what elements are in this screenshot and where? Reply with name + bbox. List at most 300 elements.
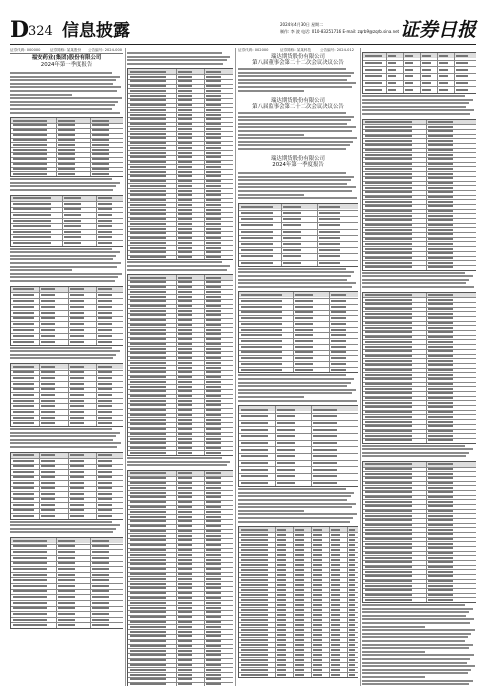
table-cell — [13, 300, 34, 302]
table-cell — [206, 310, 221, 312]
text-line — [238, 90, 304, 92]
text-line — [362, 615, 466, 617]
table-row-rule — [239, 253, 358, 254]
table-cell — [130, 516, 166, 518]
table-cell — [13, 383, 34, 385]
text-line — [10, 357, 113, 359]
table-cell — [241, 664, 268, 666]
table-cell — [365, 538, 412, 540]
table-cell — [365, 378, 412, 380]
table-cell — [13, 153, 47, 155]
table-cell — [130, 152, 166, 154]
table-cell — [241, 415, 268, 417]
table-cell — [365, 62, 382, 64]
text-line — [238, 499, 347, 501]
table-cell — [206, 414, 221, 416]
table-cell — [178, 549, 192, 551]
table-cell — [241, 544, 268, 546]
table-cell — [277, 619, 286, 621]
table-cell — [92, 613, 109, 615]
table-cell — [206, 511, 221, 513]
table-cell — [428, 168, 454, 170]
text-line — [362, 654, 474, 656]
table-col-rule — [96, 196, 97, 246]
table-col-rule — [317, 204, 318, 266]
table-cell — [331, 317, 346, 319]
table-cell — [206, 76, 221, 78]
table-cell — [365, 575, 412, 577]
table-col-rule — [275, 527, 276, 677]
table-cell — [241, 549, 268, 551]
table-col-rule — [39, 364, 40, 426]
table-cell — [365, 529, 412, 531]
table-cell — [130, 85, 166, 87]
table-cell — [206, 333, 221, 335]
table-cell — [206, 133, 221, 135]
table-cell — [206, 324, 221, 326]
table-row-rule — [239, 332, 358, 333]
table-cell — [178, 324, 192, 326]
table-cell — [13, 509, 34, 511]
table-cell — [241, 644, 268, 646]
table-cell — [428, 406, 454, 408]
table-cell — [98, 493, 112, 495]
table-cell — [130, 300, 166, 302]
table-cell — [130, 180, 166, 182]
table-row-rule — [239, 453, 358, 454]
table-cell — [365, 487, 412, 489]
table-cell — [365, 158, 412, 160]
table-cell — [428, 299, 454, 301]
table-cell — [92, 602, 109, 604]
table-cell — [70, 383, 84, 385]
table-cell — [178, 319, 192, 321]
table-cell — [241, 529, 268, 531]
table-cell — [241, 669, 268, 671]
table-cell — [130, 314, 166, 316]
table-cell — [331, 589, 340, 591]
table-cell — [206, 404, 221, 406]
table-cell — [178, 678, 192, 680]
text-line — [238, 126, 356, 128]
text-line — [10, 354, 116, 356]
table-cell — [178, 602, 192, 604]
table-cell — [365, 496, 412, 498]
table-cell — [365, 571, 412, 573]
table-cell — [13, 306, 34, 308]
table-cell — [98, 306, 112, 308]
table-cell — [206, 602, 221, 604]
column-divider — [360, 48, 361, 686]
table-cell — [313, 455, 337, 457]
table-cell — [13, 471, 34, 473]
table-cell — [70, 482, 84, 484]
text-line — [127, 457, 222, 459]
table-cell — [241, 249, 273, 251]
table-col-rule — [347, 527, 348, 677]
table-cell — [428, 402, 454, 404]
table-cell — [178, 419, 192, 421]
table-cell — [206, 338, 221, 340]
table-cell — [428, 294, 454, 296]
table-cell — [365, 144, 412, 146]
table-cell — [349, 574, 355, 576]
text-line — [10, 86, 121, 88]
table-cell — [130, 587, 166, 589]
table-cell — [349, 609, 355, 611]
table-cell — [428, 158, 454, 160]
table-cell — [365, 519, 412, 521]
table-cell — [13, 613, 47, 615]
table-cell — [206, 85, 221, 87]
notice-title: 第八届监事会第二十二次会议决议公告 — [252, 104, 344, 110]
table-cell — [206, 371, 221, 373]
table-cell — [13, 515, 34, 517]
table-cell — [206, 296, 221, 298]
table-cell — [365, 257, 412, 259]
data-table — [10, 363, 123, 427]
table-cell — [206, 305, 221, 307]
table-cell — [428, 350, 454, 352]
table-cell — [241, 619, 268, 621]
table-cell — [295, 584, 304, 586]
table-cell — [92, 144, 109, 146]
text-line — [10, 97, 122, 99]
table-cell — [206, 428, 221, 430]
table-cell — [241, 629, 268, 631]
table-cell — [178, 171, 192, 173]
table-cell — [283, 255, 301, 257]
table-cell — [92, 545, 109, 547]
table-cell — [13, 371, 34, 373]
table-cell — [428, 201, 454, 203]
text-line — [238, 506, 352, 508]
table-cell — [241, 639, 268, 641]
table-cell — [365, 491, 412, 493]
text-line — [238, 521, 350, 523]
table-cell — [130, 348, 166, 350]
table-cell — [295, 363, 313, 365]
data-table — [238, 405, 358, 487]
table-cell — [439, 55, 448, 57]
text-line — [10, 280, 115, 282]
table-cell — [98, 498, 112, 500]
table-cell — [13, 619, 47, 621]
table-cell — [428, 575, 454, 577]
table-cell — [365, 215, 412, 217]
table-cell — [349, 599, 355, 601]
table-cell — [41, 422, 55, 424]
table-cell — [130, 602, 166, 604]
table-cell — [365, 201, 412, 203]
table-cell — [64, 220, 81, 222]
text-line — [10, 258, 113, 260]
table-cell — [178, 166, 192, 168]
table-cell — [206, 352, 221, 354]
table-cell — [178, 137, 192, 139]
table-cell — [13, 144, 47, 146]
text-line — [238, 268, 346, 270]
table-cell — [365, 547, 412, 549]
table-cell — [349, 544, 355, 546]
text-line — [127, 59, 227, 61]
text-line — [127, 269, 227, 271]
table-cell — [428, 130, 454, 132]
table-cell — [277, 462, 295, 464]
text-line — [238, 492, 354, 494]
table-cell — [41, 482, 55, 484]
table-cell — [388, 75, 397, 77]
table-cell — [277, 584, 286, 586]
table-cell — [365, 69, 382, 71]
table-cell — [319, 206, 340, 208]
table-cell — [428, 238, 454, 240]
table-cell — [428, 224, 454, 226]
table-cell — [130, 166, 166, 168]
text-line — [238, 279, 347, 281]
table-cell — [295, 654, 304, 656]
table-cell — [313, 674, 322, 676]
table-cell — [130, 71, 166, 73]
table-cell — [178, 390, 192, 392]
table-cell — [206, 650, 221, 652]
table-cell — [428, 331, 454, 333]
table-cell — [130, 256, 166, 258]
table-cell — [130, 501, 166, 503]
table-cell — [295, 544, 304, 546]
table-cell — [349, 674, 355, 676]
table-cell — [206, 472, 221, 474]
table-cell — [365, 350, 412, 352]
table-cell — [349, 664, 355, 666]
table-cell — [295, 559, 304, 561]
table-cell — [241, 300, 282, 302]
table-cell — [130, 95, 166, 97]
table-cell — [349, 639, 355, 641]
text-line — [362, 672, 468, 674]
table-cell — [92, 562, 109, 564]
table-cell — [295, 624, 304, 626]
text-line — [127, 261, 222, 263]
table-cell — [178, 277, 192, 279]
table-cell — [405, 69, 414, 71]
table-cell — [178, 669, 192, 671]
table-cell — [58, 585, 75, 587]
table-cell — [349, 594, 355, 596]
text-line — [362, 455, 466, 457]
table-cell — [70, 306, 84, 308]
table-cell — [365, 205, 412, 207]
table-cell — [422, 75, 431, 77]
table-cell — [70, 465, 84, 467]
table-cell — [365, 346, 412, 348]
table-cell — [295, 564, 304, 566]
table-cell — [331, 629, 340, 631]
table-cell — [130, 376, 166, 378]
table-cell — [456, 69, 467, 71]
table-cell — [130, 209, 166, 211]
table-cell — [178, 256, 192, 258]
table-cell — [41, 465, 55, 467]
table-cell — [178, 578, 192, 580]
table-cell — [130, 128, 166, 130]
table-cell — [41, 335, 55, 337]
table-cell — [331, 584, 340, 586]
table-cell — [295, 609, 304, 611]
table-cell — [365, 168, 412, 170]
table-cell — [64, 197, 81, 199]
table-col-rule — [39, 287, 40, 345]
table-cell — [388, 55, 397, 57]
table-cell — [92, 124, 109, 126]
table-cell — [13, 124, 47, 126]
table-cell — [313, 669, 322, 671]
table-cell — [178, 650, 192, 652]
table-row-rule — [239, 367, 358, 368]
table-cell — [365, 135, 412, 137]
table-cell — [422, 69, 431, 71]
table-col-rule — [311, 406, 312, 486]
text-line — [10, 108, 112, 110]
table-col-rule — [275, 406, 276, 486]
table-cell — [331, 539, 340, 541]
table-cell — [313, 559, 322, 561]
table-cell — [206, 645, 221, 647]
table-cell — [277, 549, 286, 551]
table-cell — [277, 674, 286, 676]
table-cell — [428, 233, 454, 235]
text-line — [10, 90, 117, 92]
notice-number: 公告编号: 2024-012 — [320, 48, 355, 52]
page-number: 324 — [28, 24, 53, 39]
table-cell — [178, 128, 192, 130]
table-cell — [178, 563, 192, 565]
table-cell — [428, 140, 454, 142]
table-cell — [365, 177, 412, 179]
table-cell — [58, 557, 75, 559]
table-cell — [206, 104, 221, 106]
table-cell — [130, 76, 166, 78]
table-row-rule — [239, 355, 358, 356]
table-cell — [130, 635, 166, 637]
table-cell — [365, 121, 412, 123]
table-cell — [365, 163, 412, 165]
table-cell — [130, 213, 166, 215]
table-cell — [130, 511, 166, 513]
table-cell — [178, 597, 192, 599]
table-cell — [206, 573, 221, 575]
table-cell — [178, 400, 192, 402]
table-cell — [206, 654, 221, 656]
table-cell — [130, 223, 166, 225]
table-cell — [277, 614, 286, 616]
table-cell — [178, 645, 192, 647]
table-cell — [365, 303, 412, 305]
table-cell — [206, 291, 221, 293]
text-line — [10, 178, 112, 180]
table-cell — [178, 218, 192, 220]
table-cell — [130, 118, 166, 120]
table-cell — [206, 199, 221, 201]
table-row-rule — [239, 315, 358, 316]
table-cell — [428, 364, 454, 366]
table-cell — [349, 649, 355, 651]
text-line — [362, 272, 465, 274]
table-cell — [206, 232, 221, 234]
table-cell — [206, 281, 221, 283]
text-line — [10, 185, 116, 187]
table-cell — [428, 416, 454, 418]
table-cell — [130, 109, 166, 111]
table-cell — [428, 327, 454, 329]
text-line — [10, 442, 121, 444]
table-cell — [206, 367, 221, 369]
table-cell — [206, 452, 221, 454]
table-cell — [313, 664, 322, 666]
table-cell — [178, 568, 192, 570]
table-cell — [64, 225, 81, 227]
table-col-rule — [96, 364, 97, 426]
text-line — [362, 651, 425, 653]
table-cell — [178, 114, 192, 116]
table-cell — [70, 454, 84, 456]
table-cell — [58, 607, 75, 609]
table-cell — [13, 139, 47, 141]
table-cell — [365, 224, 412, 226]
table-cell — [428, 303, 454, 305]
table-cell — [130, 520, 166, 522]
table-cell — [241, 206, 273, 208]
table-cell — [241, 589, 268, 591]
table-cell — [331, 529, 340, 531]
table-cell — [13, 422, 34, 424]
table-col-rule — [420, 53, 421, 93]
table-cell — [349, 619, 355, 621]
table-cell — [41, 417, 55, 419]
table-cell — [428, 571, 454, 573]
table-row-rule — [239, 327, 358, 328]
table-cell — [178, 530, 192, 532]
column-4 — [362, 48, 476, 686]
table-cell — [428, 501, 454, 503]
table-cell — [130, 247, 166, 249]
table-cell — [365, 383, 412, 385]
table-cell — [241, 614, 268, 616]
table-cell — [277, 579, 286, 581]
table-cell — [428, 538, 454, 540]
table-cell — [349, 529, 355, 531]
table-cell — [295, 614, 304, 616]
text-line — [238, 271, 354, 273]
text-line — [238, 134, 304, 136]
table-cell — [130, 487, 166, 489]
table-cell — [206, 496, 221, 498]
table-cell — [178, 438, 192, 440]
table-cell — [241, 659, 268, 661]
text-line — [238, 275, 351, 277]
table-cell — [365, 154, 412, 156]
table-row-rule — [239, 350, 358, 351]
table-cell — [277, 415, 295, 417]
data-table — [127, 274, 233, 456]
table-cell — [277, 664, 286, 666]
table-cell — [130, 544, 166, 546]
text-line — [10, 531, 113, 533]
table-cell — [98, 422, 112, 424]
table-cell — [98, 476, 112, 478]
table-cell — [365, 425, 412, 427]
table-cell — [41, 471, 55, 473]
